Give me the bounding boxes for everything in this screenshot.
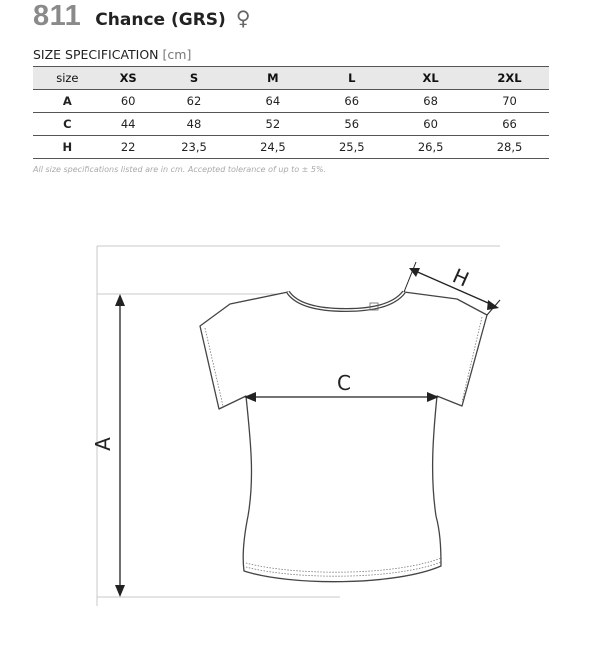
table-row	[33, 90, 549, 113]
product-code: 811	[33, 0, 82, 32]
table-row	[33, 136, 549, 159]
table-cell: 62	[155, 90, 234, 113]
table-cell: 22	[102, 136, 155, 159]
table-cell: 70	[470, 90, 549, 113]
table-cell: 52	[233, 113, 312, 136]
size-spec-heading	[33, 47, 191, 62]
column-header-xl: XL	[391, 67, 470, 90]
tolerance-note: All size specifications listed are in cm. Accepted tolerance of up to ± 5%.	[33, 165, 327, 174]
size-table	[33, 66, 549, 159]
table-cell: 24,5	[233, 136, 312, 159]
table-cell: 56	[312, 113, 391, 136]
table-cell: 25,5	[312, 136, 391, 159]
table-cell: 60	[391, 113, 470, 136]
table-cell: 66	[470, 113, 549, 136]
row-label-h: H	[33, 136, 102, 159]
table-cell: 64	[233, 90, 312, 113]
table-cell: 26,5	[391, 136, 470, 159]
column-header-s: S	[155, 67, 234, 90]
table-cell: 28,5	[470, 136, 549, 159]
table-row	[33, 113, 549, 136]
table-cell: 60	[102, 90, 155, 113]
table-cell: 66	[312, 90, 391, 113]
product-header	[33, 0, 250, 34]
size-spec-unit: [cm]	[162, 47, 192, 62]
tshirt-measurement-diagram	[0, 236, 600, 616]
row-label-c: C	[33, 113, 102, 136]
dimension-c-label: C	[337, 371, 351, 395]
column-header-m: M	[233, 67, 312, 90]
dimension-a-label: A	[91, 437, 115, 451]
tshirt-outline	[200, 292, 487, 582]
female-symbol-icon: ♀	[235, 6, 251, 30]
product-name: Chance (GRS)	[95, 10, 226, 30]
table-cell: 48	[155, 113, 234, 136]
column-header-size: size	[33, 67, 102, 90]
table-cell: 68	[391, 90, 470, 113]
size-spec-title: SIZE SPECIFICATION	[33, 47, 159, 62]
dimension-a	[115, 294, 125, 597]
column-header-xs: XS	[102, 67, 155, 90]
table-cell: 44	[102, 113, 155, 136]
column-header-2xl: 2XL	[470, 67, 549, 90]
table-cell: 23,5	[155, 136, 234, 159]
size-table-header-row	[33, 67, 549, 90]
column-header-l: L	[312, 67, 391, 90]
row-label-a: A	[33, 90, 102, 113]
dimension-h-label: H	[449, 263, 473, 292]
